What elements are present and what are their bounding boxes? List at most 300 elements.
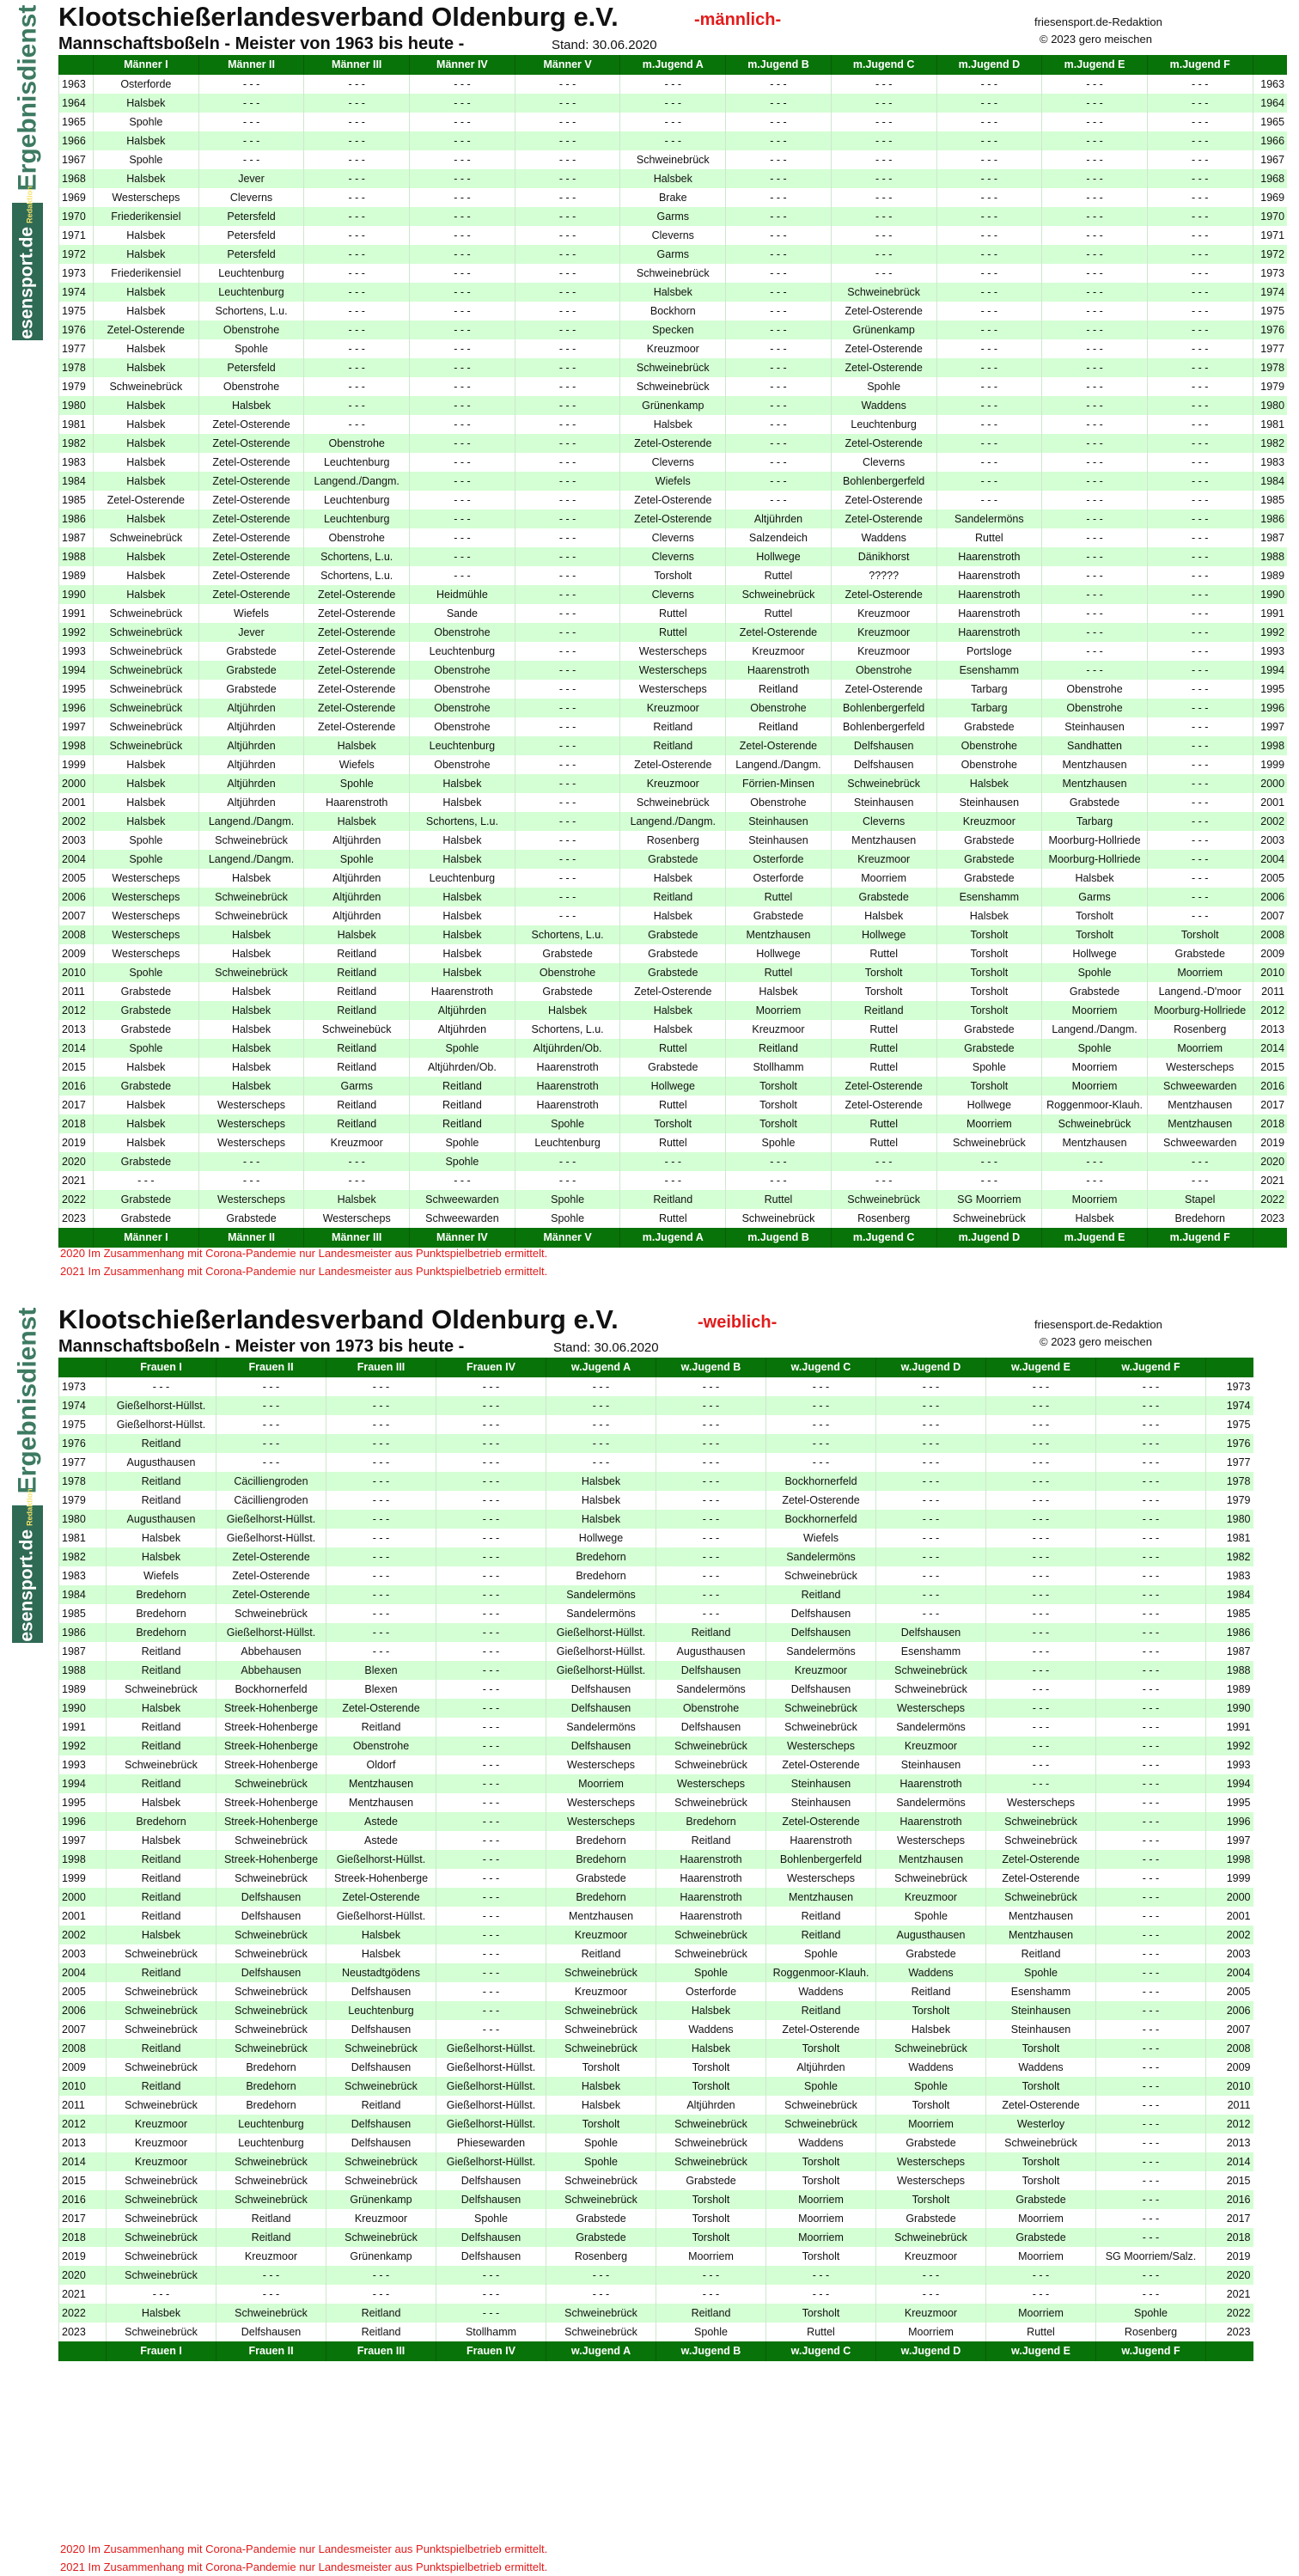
champion-cell: - - -	[1147, 869, 1253, 888]
champion-cell: - - -	[1096, 1888, 1206, 1907]
champion-cell: - - -	[515, 623, 620, 642]
champion-cell: Schweinebrück	[831, 283, 936, 302]
champion-cell: Schweinebrück	[620, 793, 726, 812]
table-row	[59, 207, 1288, 226]
champion-cell: - - -	[410, 566, 515, 585]
champion-cell: Moorburg-Hollriede	[1042, 831, 1148, 850]
year-cell: 1991	[59, 1718, 107, 1737]
champion-cell: Bredehorn	[1147, 1209, 1253, 1228]
champion-cell: Schortens, L.u.	[198, 302, 304, 320]
year-cell: 1970	[59, 207, 94, 226]
champion-cell: Obenstrohe	[198, 377, 304, 396]
year-cell: 2015	[59, 2171, 107, 2190]
champion-cell: Mentzhausen	[546, 1907, 656, 1926]
champion-cell: Moorriem	[1147, 963, 1253, 982]
table-row	[59, 1982, 1253, 2001]
champion-cell: Halsbek	[656, 2039, 766, 2058]
champion-cell: Halsbek	[198, 982, 304, 1001]
champion-cell: - - -	[1096, 1547, 1206, 1566]
year-cell: 2011	[59, 2096, 107, 2115]
champion-cell: - - -	[1096, 1755, 1206, 1774]
champion-cell: Halsbek	[620, 169, 726, 188]
champion-cell: - - -	[304, 339, 410, 358]
year-cell: 1977	[59, 339, 94, 358]
champion-cell: Obenstrohe	[304, 434, 410, 453]
table-row	[59, 453, 1288, 472]
champion-cell: - - -	[936, 302, 1042, 320]
table-row	[59, 1812, 1253, 1831]
year-cell-right: 1990	[1206, 1699, 1253, 1718]
year-cell-right: 1999	[1253, 755, 1287, 774]
champion-cell: Reitland	[620, 736, 726, 755]
champion-cell: Westerscheps	[546, 1812, 656, 1831]
year-cell-right: 2008	[1206, 2039, 1253, 2058]
table-row	[59, 1190, 1288, 1209]
year-cell: 1998	[59, 736, 94, 755]
champion-cell: Schweinebrück	[656, 2133, 766, 2152]
champion-cell: Schweinebrück	[766, 1699, 876, 1718]
champion-cell: - - -	[304, 264, 410, 283]
champion-cell: - - -	[986, 1415, 1096, 1434]
champion-cell: Reitland	[986, 1944, 1096, 1963]
champion-cell: Halsbek	[94, 396, 199, 415]
champion-cell: - - -	[1147, 736, 1253, 755]
year-cell: 1992	[59, 623, 94, 642]
champion-cell: Delfshausen	[326, 2020, 436, 2039]
table-row	[59, 812, 1288, 831]
column-header: Männer I	[94, 1228, 199, 1248]
champion-cell: Roggenmoor-Klauh.	[1042, 1096, 1148, 1114]
champion-cell: Halsbek	[107, 1529, 216, 1547]
column-header: Frauen III	[326, 2341, 436, 2361]
table-row	[59, 1661, 1253, 1680]
champion-cell: - - -	[1042, 491, 1148, 510]
champion-cell: Moorriem	[986, 2209, 1096, 2228]
champion-cell: - - -	[436, 1642, 546, 1661]
champion-cell: Reitland	[620, 888, 726, 906]
champion-cell: - - -	[436, 2266, 546, 2285]
champion-cell: Halsbek	[94, 415, 199, 434]
champion-cell: Haarenstroth	[936, 585, 1042, 604]
champion-cell: Halsbek	[198, 396, 304, 415]
champion-cell: - - -	[1096, 1453, 1206, 1472]
champion-cell: - - -	[831, 207, 936, 226]
champion-cell: Halsbek	[94, 472, 199, 491]
champion-cell: Torsholt	[831, 963, 936, 982]
champion-cell: - - -	[515, 245, 620, 264]
champion-cell: - - -	[410, 264, 515, 283]
champion-cell: - - -	[1096, 2209, 1206, 2228]
champion-cell: Halsbek	[107, 2304, 216, 2323]
champion-cell: Abbehausen	[216, 1642, 326, 1661]
table-row	[59, 245, 1288, 264]
champion-cell: - - -	[436, 1661, 546, 1680]
champion-cell: - - -	[656, 1604, 766, 1623]
champion-cell: Schweinebrück	[326, 2077, 436, 2096]
champion-cell: - - -	[410, 528, 515, 547]
champion-cell: Halsbek	[94, 339, 199, 358]
champion-cell: Zetel-Osterende	[94, 491, 199, 510]
champion-cell: Wiefels	[198, 604, 304, 623]
year-cell: 2002	[59, 812, 94, 831]
table-row	[59, 1377, 1253, 1396]
champion-cell: - - -	[936, 207, 1042, 226]
champion-cell: Haarenstroth	[515, 1096, 620, 1114]
champion-cell: Schweinebrück	[94, 604, 199, 623]
year-cell: 2021	[59, 2285, 107, 2304]
champion-cell: Reitland	[107, 1661, 216, 1680]
champion-cell: Grabstede	[620, 1058, 726, 1077]
champion-cell: - - -	[410, 207, 515, 226]
champion-cell: - - -	[326, 1585, 436, 1604]
champion-cell: - - -	[1042, 1152, 1148, 1171]
champion-cell: Kreuzmoor	[107, 2115, 216, 2133]
year-cell: 1979	[59, 1491, 107, 1510]
champion-cell: Augusthausen	[656, 1642, 766, 1661]
champion-cell: Mentzhausen	[1042, 774, 1148, 793]
champion-cell: - - -	[1147, 207, 1253, 226]
champion-cell: Spohle	[436, 2209, 546, 2228]
champion-cell: - - -	[766, 1434, 876, 1453]
champion-cell: Haarenstroth	[936, 604, 1042, 623]
table-row	[59, 2209, 1253, 2228]
year-cell: 1981	[59, 1529, 107, 1547]
table-row	[59, 717, 1288, 736]
champion-cell: Schweinebrück	[656, 1926, 766, 1944]
table-row	[59, 1699, 1253, 1718]
champion-cell: - - -	[876, 1585, 986, 1604]
champion-cell: - - -	[1147, 188, 1253, 207]
table-row	[59, 925, 1288, 944]
champion-cell: Delfshausen	[656, 1718, 766, 1737]
table-row	[59, 1642, 1253, 1661]
champion-cell: Steinhausen	[726, 812, 832, 831]
year-cell: 1967	[59, 150, 94, 169]
champion-cell: - - -	[410, 245, 515, 264]
champion-cell: Schweinebrück	[726, 585, 832, 604]
champion-cell: Halsbek	[94, 358, 199, 377]
champion-cell: Halsbek	[94, 793, 199, 812]
champion-cell: Ruttel	[620, 1209, 726, 1228]
champion-cell: Kreuzmoor	[831, 623, 936, 642]
champion-cell: Zetel-Osterende	[94, 320, 199, 339]
table-row	[59, 2001, 1253, 2020]
champion-cell: - - -	[986, 1585, 1096, 1604]
champion-cell: Salzendeich	[726, 528, 832, 547]
champion-cell: - - -	[656, 1529, 766, 1547]
champion-cell: Schweinebrück	[326, 2152, 436, 2171]
champion-cell: Schweinebrück	[986, 1888, 1096, 1907]
champion-cell: Grabstede	[986, 2228, 1096, 2247]
champion-cell: Reitland	[326, 1718, 436, 1737]
champion-cell: Halsbek	[546, 1491, 656, 1510]
champion-cell: Delfshausen	[216, 1907, 326, 1926]
champion-cell: Gießelhorst-Hüllst.	[216, 1623, 326, 1642]
champion-cell: Kreuzmoor	[620, 699, 726, 717]
year-cell: 2003	[59, 1944, 107, 1963]
champion-cell: Grabstede	[94, 1077, 199, 1096]
table-row	[59, 2171, 1253, 2190]
year-cell-right: 2005	[1206, 1982, 1253, 2001]
table-row	[59, 1926, 1253, 1944]
year-cell: 1987	[59, 1642, 107, 1661]
champion-cell: - - -	[326, 2285, 436, 2304]
champion-cell: - - -	[1096, 1699, 1206, 1718]
table-row	[59, 377, 1288, 396]
year-cell: 1983	[59, 453, 94, 472]
year-cell: 2010	[59, 963, 94, 982]
champion-cell: Grabstede	[94, 982, 199, 1001]
champion-cell: - - -	[436, 1831, 546, 1850]
champion-cell: - - -	[1042, 131, 1148, 150]
champion-cell: Leuchtenburg	[515, 1133, 620, 1152]
champion-cell: Rosenberg	[546, 2247, 656, 2266]
year-cell: 1995	[59, 680, 94, 699]
champion-cell: - - -	[216, 1377, 326, 1396]
year-cell-right: 2002	[1253, 812, 1287, 831]
champion-cell: Spohle	[1042, 963, 1148, 982]
champion-cell: Grabstede	[876, 1944, 986, 1963]
champion-cell: Obenstrohe	[410, 661, 515, 680]
champion-cell: - - -	[876, 1434, 986, 1453]
champion-cell: - - -	[1147, 226, 1253, 245]
champion-cell: - - -	[656, 2285, 766, 2304]
champion-cell: - - -	[515, 774, 620, 793]
champion-cell: - - -	[410, 472, 515, 491]
champion-cell: Haarenstroth	[656, 1907, 766, 1926]
champion-cell: Schweinebrück	[94, 661, 199, 680]
champion-cell: Mentzhausen	[326, 1793, 436, 1812]
champion-cell: - - -	[1042, 604, 1148, 623]
year-cell-right: 2004	[1206, 1963, 1253, 1982]
year-cell-right: 2012	[1206, 2115, 1253, 2133]
champion-cell: Sandelermöns	[876, 1793, 986, 1812]
brand-label: friesensport.de	[17, 1529, 38, 1660]
champion-cell: - - -	[1147, 528, 1253, 547]
champion-cell: - - -	[656, 1472, 766, 1491]
champion-cell: Zetel-Osterende	[198, 528, 304, 547]
champion-cell: Zetel-Osterende	[831, 302, 936, 320]
year-cell-right: 2022	[1253, 1190, 1287, 1209]
year-cell-right: 1969	[1253, 188, 1287, 207]
column-header: Frauen I	[107, 2341, 216, 2361]
year-cell-right: 2009	[1253, 944, 1287, 963]
champion-cell: - - -	[515, 604, 620, 623]
champion-cell: Torsholt	[936, 944, 1042, 963]
champion-cell: Moorburg-Hollriede	[1042, 850, 1148, 869]
champion-cell: - - -	[410, 113, 515, 131]
champion-cell: Zetel-Osterende	[304, 623, 410, 642]
champion-cell: Gießelhorst-Hüllst.	[326, 1907, 436, 1926]
table-row	[59, 1434, 1253, 1453]
champion-cell: Langend./Dangm.	[304, 472, 410, 491]
champion-cell: - - -	[546, 1396, 656, 1415]
champion-cell: - - -	[726, 94, 832, 113]
champion-cell: Altjührden	[304, 906, 410, 925]
champion-cell: Reitland	[304, 1096, 410, 1114]
year-cell: 2005	[59, 1982, 107, 2001]
champion-cell: - - -	[436, 1774, 546, 1793]
champion-cell: Halsbek	[94, 566, 199, 585]
year-cell-right: 2022	[1206, 2304, 1253, 2323]
champion-cell: Schweinebrück	[546, 2039, 656, 2058]
champion-cell: - - -	[1147, 94, 1253, 113]
champion-cell: Waddens	[876, 1963, 986, 1982]
brand-sub-label: Redaktion	[26, 1488, 35, 1526]
year-cell-right: 1985	[1206, 1604, 1253, 1623]
table-row	[59, 1058, 1288, 1077]
champion-cell: - - -	[876, 1415, 986, 1434]
champion-cell: Schweinebrück	[831, 1190, 936, 1209]
champion-cell: Spohle	[94, 831, 199, 850]
champion-cell: Esenshamm	[876, 1642, 986, 1661]
champion-cell: Wiefels	[107, 1566, 216, 1585]
champion-cell: - - -	[876, 1491, 986, 1510]
champion-cell: - - -	[546, 2266, 656, 2285]
champion-cell: - - -	[726, 264, 832, 283]
champion-cell: Dänikhorst	[831, 547, 936, 566]
champion-cell: - - -	[1042, 566, 1148, 585]
champion-cell: Steinhausen	[876, 1755, 986, 1774]
champion-cell: Tarbarg	[1042, 812, 1148, 831]
table-row	[59, 2020, 1253, 2039]
champion-cell: Waddens	[766, 1982, 876, 2001]
year-cell-right: 2018	[1206, 2228, 1253, 2247]
champion-cell: Schweinebrück	[876, 1661, 986, 1680]
champion-cell: - - -	[1096, 1377, 1206, 1396]
champion-cell: Bredehorn	[656, 1812, 766, 1831]
champion-cell: Westerscheps	[986, 1793, 1096, 1812]
champion-cell: Gießelhorst-Hüllst.	[216, 1510, 326, 1529]
year-cell: 1978	[59, 1472, 107, 1491]
champion-cell: - - -	[936, 491, 1042, 510]
champion-cell: Zetel-Osterende	[198, 566, 304, 585]
champion-cell: Ruttel	[831, 1020, 936, 1039]
champion-cell: - - -	[1147, 680, 1253, 699]
table-row	[59, 2285, 1253, 2304]
champion-cell: Petersfeld	[198, 358, 304, 377]
champion-cell: - - -	[986, 1755, 1096, 1774]
year-cell: 2007	[59, 2020, 107, 2039]
year-cell-right: 2014	[1206, 2152, 1253, 2171]
champion-cell: Steinhausen	[726, 831, 832, 850]
champion-cell: - - -	[436, 1699, 546, 1718]
champion-cell: Garms	[304, 1077, 410, 1096]
champion-cell: - - -	[198, 1171, 304, 1190]
champion-cell: Torsholt	[656, 2228, 766, 2247]
year-cell-right: 2021	[1206, 2285, 1253, 2304]
champion-cell: - - -	[1042, 169, 1148, 188]
champion-cell: Mentzhausen	[1042, 1133, 1148, 1152]
year-cell-right: 2010	[1206, 2077, 1253, 2096]
year-cell-right: 1968	[1253, 169, 1287, 188]
champion-cell: - - -	[1147, 283, 1253, 302]
champion-cell: Schweinebrück	[656, 1944, 766, 1963]
table-row	[59, 982, 1288, 1001]
champion-cell: Reitland	[107, 1774, 216, 1793]
table-row	[59, 1096, 1288, 1114]
champion-cell: - - -	[831, 226, 936, 245]
champion-cell: Grabstede	[94, 1209, 199, 1228]
champion-cell: - - -	[436, 1396, 546, 1415]
champion-cell: Reitland	[326, 2323, 436, 2341]
champion-cell: - - -	[1147, 1152, 1253, 1171]
table-row	[59, 188, 1288, 207]
year-cell-right: 1996	[1206, 1812, 1253, 1831]
gender-label: -männlich-	[694, 10, 782, 29]
header-row	[59, 2341, 1253, 2361]
champion-cell: - - -	[1042, 585, 1148, 604]
champion-cell: - - -	[436, 1434, 546, 1453]
champion-cell: Spohle	[766, 1944, 876, 1963]
champion-cell: Bockhorn	[620, 302, 726, 320]
champion-cell: Schweewarden	[410, 1209, 515, 1228]
champion-cell: - - -	[726, 75, 832, 94]
champion-cell: Halsbek	[94, 1114, 199, 1133]
champion-cell: Halsbek	[620, 1020, 726, 1039]
champion-cell: - - -	[107, 2285, 216, 2304]
champion-cell: Halsbek	[410, 925, 515, 944]
footnotes	[60, 2540, 547, 2576]
friesensport-logo	[12, 186, 43, 357]
year-cell-right: 2006	[1206, 2001, 1253, 2020]
champion-cell: - - -	[766, 1396, 876, 1415]
column-header: Frauen II	[216, 1358, 326, 1377]
year-cell: 1990	[59, 1699, 107, 1718]
year-cell: 2022	[59, 1190, 94, 1209]
champion-cell: Schweinebrück	[766, 1566, 876, 1585]
champion-cell: - - -	[515, 661, 620, 680]
year-cell: 1980	[59, 396, 94, 415]
champion-cell: Garms	[1042, 888, 1148, 906]
year-cell-right: 2012	[1253, 1001, 1287, 1020]
year-cell-right: 1967	[1253, 150, 1287, 169]
table-row	[59, 2323, 1253, 2341]
year-cell-right: 2007	[1253, 906, 1287, 925]
column-header: w.Jugend F	[1096, 2341, 1206, 2361]
champion-cell: Schweinebrück	[216, 2190, 326, 2209]
table-row	[59, 1077, 1288, 1096]
champion-cell: Jever	[198, 623, 304, 642]
table-row	[59, 396, 1288, 415]
champion-cell: - - -	[515, 585, 620, 604]
champion-cell: - - -	[1147, 850, 1253, 869]
year-cell-right: 1994	[1206, 1774, 1253, 1793]
champion-cell: - - -	[1042, 396, 1148, 415]
champion-cell: - - -	[656, 1396, 766, 1415]
champion-cell: Halsbek	[198, 1001, 304, 1020]
champion-cell: Augusthausen	[107, 1453, 216, 1472]
champion-cell: Reitland	[726, 680, 832, 699]
year-cell: 1982	[59, 434, 94, 453]
column-header: w.Jugend D	[876, 1358, 986, 1377]
champion-cell: Hollwege	[620, 1077, 726, 1096]
year-cell-right: 1972	[1253, 245, 1287, 264]
champion-cell: Mentzhausen	[766, 1888, 876, 1907]
champion-cell: - - -	[326, 2266, 436, 2285]
champion-cell: Reitland	[656, 1831, 766, 1850]
year-cell: 2004	[59, 1963, 107, 1982]
champion-cell: - - -	[1096, 2190, 1206, 2209]
champion-cell: - - -	[986, 1623, 1096, 1642]
year-cell: 1982	[59, 1547, 107, 1566]
table-row	[59, 1888, 1253, 1907]
header-row	[59, 1358, 1253, 1377]
table-row	[59, 1737, 1253, 1755]
champion-cell: - - -	[410, 150, 515, 169]
champion-cell: Reitland	[107, 2077, 216, 2096]
year-cell-right: 2017	[1253, 1096, 1287, 1114]
